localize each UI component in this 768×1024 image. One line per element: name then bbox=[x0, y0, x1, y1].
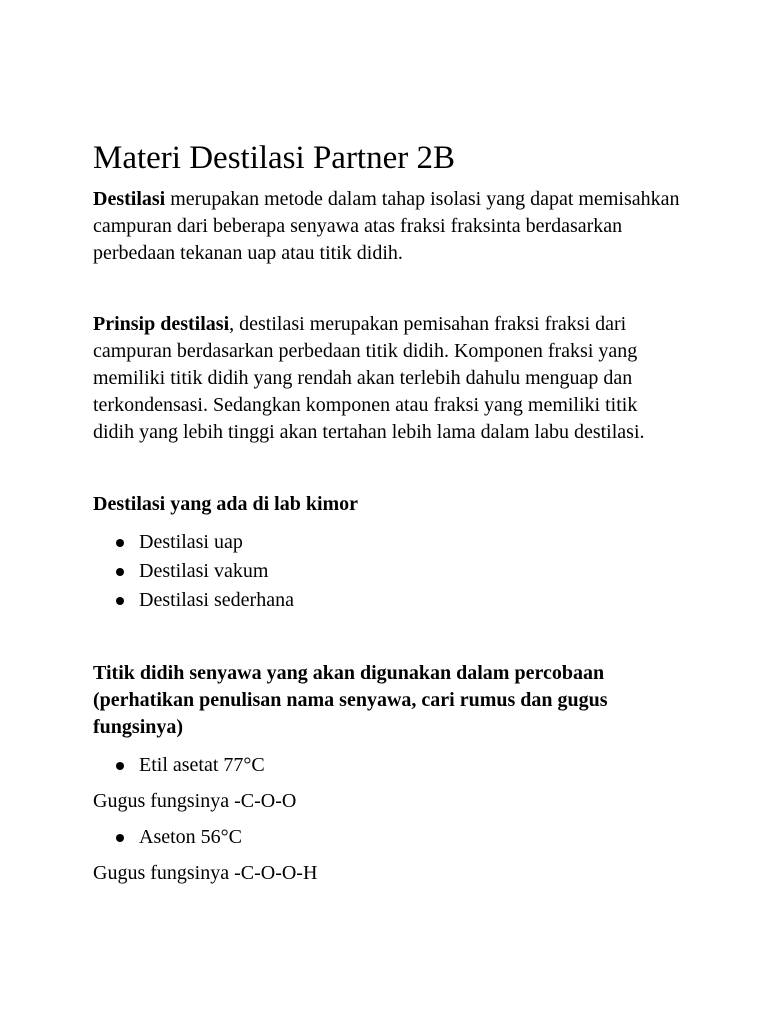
gugus-fungsi-aseton: Gugus fungsinya -C-O-O-H bbox=[93, 862, 318, 884]
list-item-label: Destilasi sederhana bbox=[139, 589, 294, 611]
bullet-icon bbox=[116, 834, 124, 842]
document-page bbox=[93, 138, 683, 895]
list-item-label: Destilasi vakum bbox=[139, 560, 269, 582]
list-item-label: Destilasi uap bbox=[139, 531, 243, 553]
list-item-label: Aseton 56°C bbox=[139, 826, 242, 848]
list-compound-aseton bbox=[93, 823, 683, 852]
list-compound-etil-asetat bbox=[93, 751, 683, 780]
list-item bbox=[93, 823, 683, 852]
list-destilasi-types bbox=[93, 528, 683, 615]
paragraph-destilasi bbox=[93, 186, 683, 267]
list-item bbox=[93, 751, 683, 780]
gugus-fungsi-etil-asetat: Gugus fungsinya -C-O-O bbox=[93, 790, 297, 812]
heading-titik-didih: Titik didih senyawa yang akan digunakan dalam percobaan (perhatikan penulisan nama senyawa, cari rumus dan gugus fungsinya) bbox=[93, 662, 608, 738]
heading-lab-kimor: Destilasi yang ada di lab kimor bbox=[93, 493, 359, 515]
document-title: Materi Destilasi Partner 2B bbox=[93, 140, 456, 176]
list-item bbox=[93, 528, 683, 557]
paragraph-prinsip-text: , destilasi merupakan pemisahan fraksi fraksi dari campuran berdasarkan perbedaan titik didih. Komponen fraksi yang memiliki titik didih yang rendah akan terlebih dahulu menguap dan terkondensasi. Sedangkan komponen atau fraksi yang memiliki titik didih yang lebih tinggi akan tertahan lebih lama dalam labu destilasi. bbox=[93, 313, 645, 443]
list-item bbox=[93, 557, 683, 586]
list-item-label: Etil asetat 77°C bbox=[139, 754, 265, 776]
bullet-icon bbox=[116, 539, 124, 547]
term-destilasi: Destilasi bbox=[93, 188, 166, 210]
paragraph-prinsip bbox=[93, 311, 683, 446]
bullet-icon bbox=[116, 568, 124, 576]
list-item bbox=[93, 586, 683, 615]
bullet-icon bbox=[116, 597, 124, 605]
paragraph-destilasi-text: merupakan metode dalam tahap isolasi yang dapat memisahkan campuran dari beberapa senyawa atas fraksi fraksinta berdasarkan perbedaan tekanan uap atau titik didih. bbox=[93, 188, 680, 264]
bullet-icon bbox=[116, 762, 124, 770]
term-prinsip: Prinsip destilasi bbox=[93, 313, 230, 335]
